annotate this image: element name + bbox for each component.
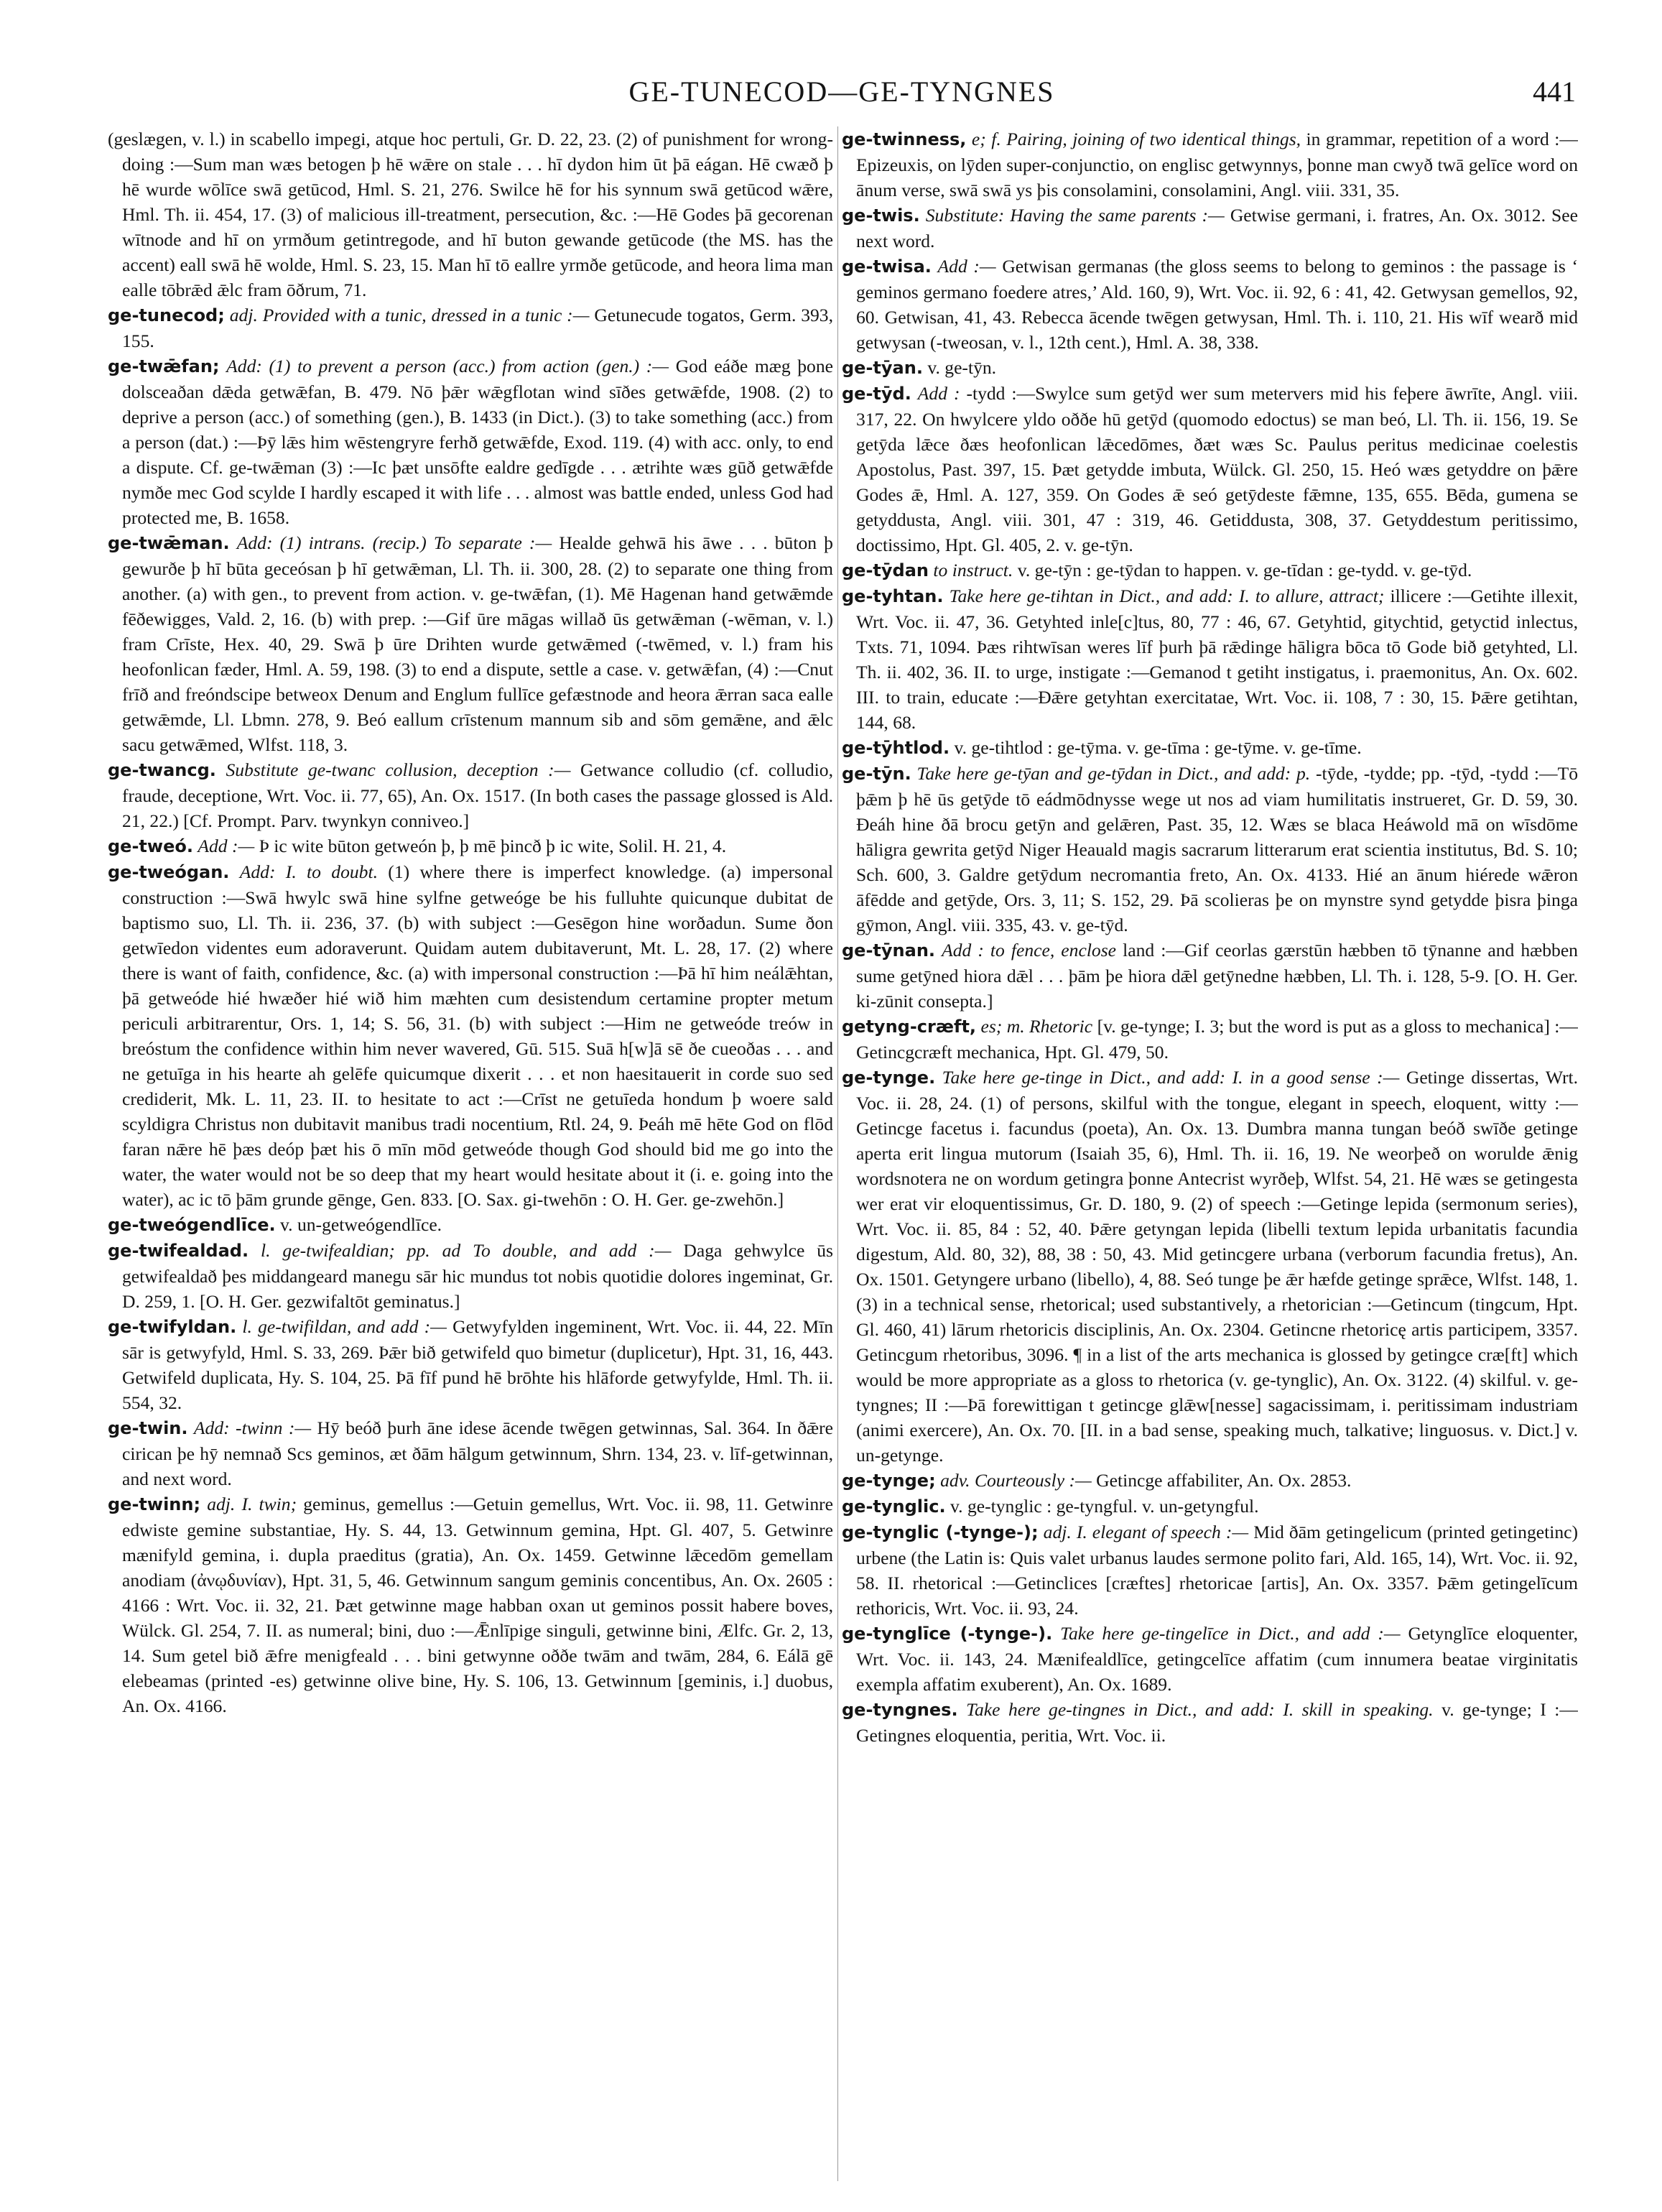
dictionary-entry <box>842 1494 1578 1519</box>
entry-text: illicere :—Getihte illexit, Wrt. Voc. ii. 47, 36. Getyhted inle[c]tus, 80, 77 : 46, 67. Getyhtid, gitychtid, getyctid inlectus, Txts. 71, 1094. Þæs rihtwīsan weres līf þurh þā rǣdinge hāligra bōca tō Gode bið getyhted, Ll. Th. ii. 402, 36. II. to urge, instigate :—Gemanod t getiht instigatus, i. praemonitus, An. Ox. 602. III. to train, educate :—Ðǣre getyhtan exercitatae, Wrt. Voc. ii. 108, 7 : 30, 15. Þǣre getihtan, 144, 68. <box>856 586 1578 733</box>
dictionary-entry <box>108 126 833 302</box>
entry-headword: getyng-cræft, <box>842 1017 977 1037</box>
dictionary-entry <box>108 1314 833 1415</box>
entry-text: in grammar, repetition of a word :—Epizeuxis, on lȳden super-conjunctio, on englisc getwynnys, þonne man cwyð twā gelīce word on ānum verse, swā swā ys þis consolamini, consolamini, Angl. viii. 331, 35. <box>856 129 1578 200</box>
entry-text: Mid ðām getingelicum (printed getingetinc) urbene (the Latin is: Quis valet urbanus laudes sermone polito fari, Ald. 165, 14), Wrt. Voc. ii. 92, 58. II. rhetorical :—Getinclices [cræftes] rhetoricae [artis], An. Ox. 3357. Þǣm getingelīcum rethoricis, Wrt. Voc. ii. 93, 24. <box>856 1522 1578 1619</box>
dictionary-entry <box>842 583 1578 735</box>
entry-text: (geslægen, v. l.) in scabello impegi, atque hoc pertuli, Gr. D. 22, 23. (2) of punishment for wrong-doing :—Sum man wæs betogen þ hē wǣre on stale . . . hī dydon him ūt þā eágan. Hē cwæð þ hē wurde wōlīce swā getūcod, Hml. S. 21, 276. Swilce hē for his synnum swā getūcod wǣre, Hml. Th. ii. 454, 17. (3) of malicious ill-treatment, persecution, &c. :—Hē Godes þā gecorenan wītnode and hī on yrmðum getintregode, and hī buton gewande getūcode (the MS. has the accent) eall swā hē wolde, Hml. S. 23, 15. Man hī tō eallre yrmðe getūcode, and heora lima man ealle tōbrǣd ǣlc fram ōðrum, 71. <box>108 129 833 300</box>
dictionary-entry <box>842 1697 1578 1748</box>
entry-headword: ge-twinness, <box>842 129 967 149</box>
page-title: GE-TUNECOD—GE-TYNGNES <box>628 75 1055 108</box>
dictionary-entry <box>108 530 833 757</box>
dictionary-entry <box>842 1065 1578 1468</box>
dictionary-entry <box>842 1468 1578 1494</box>
dictionary-entry <box>842 761 1578 938</box>
entry-text: Daga gehwylce ūs getwifealdað þes middangeard manegu sār hic mundus tot nobis quotidie dolores ingeminat, Gr. D. 259, 1. [O. H. Ger. gezwifaltōt geminatus.] <box>122 1240 833 1312</box>
entry-definition: Take here ge-tingnes in Dict., and add: I. skill in speaking. <box>966 1699 1434 1720</box>
dictionary-entry <box>108 353 833 530</box>
entry-text: Getinge dissertas, Wrt. Voc. ii. 28, 24. (1) of persons, skilful with the tongue, elegant in speech, eloquent, witty :—Getincge facetus i. facundus (poeta), An. Ox. 13. Dumbra manna tungan beóð swīðe getinge aperta erit lingua mutorum (Isaiah 35, 6), Hml. Th. ii. 16, 19. Ne weorþeð on worulde ǣnig wordsnotera ne on wordum getingra þonne Antecrist wyrðeþ, Wlfst. 54, 21. Hē wæs se getingesta wer erat vir eloquentissimus, Gr. D. 180, 9. (2) of speech :—Getinge lepida (sermonum series), Wrt. Voc. ii. 85, 84 : 52, 40. Þǣre getyngan lepida (libelli textum lepida urbanitatis facundia digestum, Ald. 80, 32), 88, 38 : 50, 43. Mid getincgere urbana (verborum facundia fretus), An. Ox. 1501. Getyngere urbano (libello), 4, 88. Seó tunge þe ǣr hæfde getinge sprǣce, Wlfst. 148, 1. (3) in a technical sense, rhetorical; used substantively, a rhetorician :—Getincum (tingcum, Hpt. Gl. 460, 41) lārum rhetoricis disciplinis, An. Ox. 2304. Getincne rhetoricę artis participem, 3357. Getincgum rhetoribus, 3096. ¶ in a list of the arts mechanica is glossed by getingce cræ[ft] which would be more appropriate as a gloss to rhetorica (v. ge-tynglic), An. Ox. 3122. (4) skilful. v. ge-tyngnes; II :—Þā forewittigan t getincge glǣw[nesse] sagacissimam, i. peritissimam industriam (animi exercere), An. Ox. 70. [II. in a bad sense, speaking much, talkative; linguosus. v. Dict.] v. un-getynge. <box>856 1067 1578 1466</box>
entry-headword: ge-tȳdan <box>842 560 929 580</box>
column-divider <box>837 126 838 2181</box>
entry-headword: ge-tȳn. <box>842 764 911 784</box>
entry-definition: Substitute: Having the same parents :— <box>925 205 1225 226</box>
dictionary-entry <box>108 1212 833 1238</box>
entry-headword: ge-twǣman. <box>108 533 230 553</box>
entry-headword: ge-twancg. <box>108 760 216 780</box>
entry-definition: Take here ge-tihtan in Dict., and add: I. to allure, attract; <box>949 586 1385 606</box>
entry-headword: ge-tweógan. <box>108 862 230 882</box>
entry-definition: Add: (1) intrans. (recip.) To separate :— <box>236 532 552 553</box>
entry-headword: ge-twǣfan; <box>108 356 220 376</box>
entry-definition: l. ge-twifildan, and add :— <box>242 1316 447 1337</box>
entry-headword: ge-tynglic. <box>842 1496 946 1517</box>
entry-headword: ge-tweó. <box>108 836 193 856</box>
entry-headword: ge-twinn; <box>108 1494 201 1514</box>
entry-headword: ge-tȳnan. <box>842 940 936 961</box>
dictionary-entry <box>108 1415 833 1491</box>
entry-headword: ge-twifealdad. <box>108 1241 249 1261</box>
entry-definition: Add : to fence, enclose <box>942 940 1117 961</box>
dictionary-entry <box>108 1491 833 1718</box>
entry-text: Getwyfylden ingeminent, Wrt. Voc. ii. 44, 22. Mīn sār is getwyfyld, Hml. S. 33, 269. Þǣr bið getwifeld quo bimetur (duplicetur), Hpt. 31, 16, 443. Getwifeld duplicata, Hy. S. 104, 25. Þā fīf pund hē brōhte his hlāforde getwyfylde, Hml. Th. ii. 554, 32. <box>122 1316 833 1413</box>
entry-headword: ge-tȳhtlod. <box>842 738 950 758</box>
entry-definition: Take here ge-tinge in Dict., and add: I. in a good sense :— <box>942 1067 1400 1088</box>
dictionary-entry <box>842 355 1578 381</box>
entry-definition: Add: I. to doubt. <box>239 861 378 882</box>
entry-headword: ge-tynglīce (-tynge-). <box>842 1624 1053 1644</box>
entry-definition: Add :— <box>198 836 255 856</box>
entry-text: Getunecude togatos, Germ. 393, 155. <box>122 305 833 351</box>
dictionary-entry <box>108 859 833 1212</box>
entry-text: -tydd :—Swylce sum getȳd wer sum metervers mid his feþere āwrīte, Angl. viii. 317, 22. On hwylcere yldo oððe hū getȳd (quomodo edoctus) se man beó, Ll. Th. ii. 156, 19. Se getȳda lǣce ðæs heofonlican lǣcedōmes, ðæt wæs Sc. Paulus peritus medicinae coelestis Apostolus, Past. 397, 15. Þæt getydde imbuta, Wülck. Gl. 250, 15. Heó wæs getyddre on þǣre Godes ǣ, Hml. A. 127, 359. On Godes ǣ seó getȳdeste fǣmne, 135, 655. Bēda, gumena se getyddusta, Angl. viii. 301, 47 : 319, 46. Getiddusta, 308, 37. Getyddestum peritissimo, doctissimo, Hpt. Gl. 405, 2. v. ge-tȳn. <box>856 383 1578 555</box>
entry-headword: ge-tynge; <box>842 1471 936 1491</box>
entry-text: Getwise germani, i. fratres, An. Ox. 3012. See next word. <box>856 205 1578 251</box>
dictionary-entry <box>842 735 1578 761</box>
entry-definition: Take here ge-tingelīce in Dict., and add :— <box>1060 1623 1401 1644</box>
entry-headword: ge-tynglic (-tynge-); <box>842 1522 1039 1542</box>
entry-text: Getincge affabiliter, An. Ox. 2853. <box>1096 1470 1352 1491</box>
entry-definition: adj. I. elegant of speech :— <box>1043 1522 1249 1542</box>
entry-headword: ge-tynge. <box>842 1068 936 1088</box>
entry-text: Getwance colludio (cf. colludio, fraude, deceptione, Wrt. Voc. ii. 77, 65), An. Ox. 1517. (In both cases the passage glossed is Ald. 21, 22.) [Cf. Prompt. Parv. twynkyn conniveo.] <box>122 759 833 831</box>
dictionary-entry <box>108 757 833 833</box>
entry-definition: Add: (1) to prevent a person (acc.) from action (gen.) :— <box>226 356 669 376</box>
entry-headword: ge-tyngnes. <box>842 1700 958 1720</box>
entry-text: v. ge-tȳn : ge-tȳdan to happen. v. ge-tīdan : ge-tydd. v. ge-tȳd. <box>1017 560 1472 580</box>
entry-headword: ge-twisa. <box>842 256 932 277</box>
entry-text: Healde gehwā his āwe . . . būton þ gewurðe þ hī būta geceósan þ hī getwǣman, Ll. Th. ii. 300, 28. (2) to separate one thing from another. (a) with gen., to prevent from action. v. ge-twǣfan, (1). Mē Hagenan hand getwǣmde fēðewigges, Vald. 2, 16. (b) with prep. :—Gif ūre māgas willað ūs getwǣman (-wēman, v. l.) fram Crīste, Hex. 40, 29. Swā þ ūre Drihten wurde getwǣmed (-twēmed, v. l.) fram his heofonlican fæder, Hml. A. 59, 198. (3) to end a dispute, settle a case. v. getwǣfan, (4) :—Cnut frīð and freóndscipe betweox Denum and Englum fullīce gefæstnode and heora ǣrran saca ealle getwǣmde, Ll. Lbmn. 278, 9. Beó eallum crīstenum mannum sib and sōm gemǣne, and ǣlc sacu getwǣmed, Wlfst. 118, 3. <box>122 532 833 755</box>
entry-text: Getynglīce eloquenter, Wrt. Voc. ii. 143, 24. Mænifealdlīce, getingcelīce affatim (cum innumera beatae virginitatis exempla affatim exuberent), An. Ox. 1689. <box>856 1623 1578 1695</box>
entry-text: geminus, gemellus :—Getuin gemellus, Wrt. Voc. ii. 98, 11. Getwinre edwiste gemine substantiae, Hy. S. 44, 13. Getwinnum gemina, Hpt. Gl. 407, 5. Getwinre mænifyld gemina, i. dupla praeditus (gratia), An. Ox. 1459. Getwinne lǣcedōm gemellam anodiam (ἀνῳδυνίαν), Hpt. 31, 5, 46. Getwinnum sangum geminis concentibus, An. Ox. 2605 : 4166 : Wrt. Voc. ii. 32, 21. Þæt getwinne mage habban oxan ut geminos possit habere boves, Wülck. Gl. 254, 7. II. as numeral; bini, duo :—Ǣnlīpige singuli, getwinne bini, Ælfc. Gr. 2, 13, 14. Sum getel bið ǣfre menigfeald . . . bini getwynne oððe twām and twām, 284, 6. Eálā gē elebeamas (printed -es) getwinne olive bine, Hy. S. 106, 13. Getwinnum [geminis, i.] duobus, An. Ox. 4166. <box>122 1494 833 1716</box>
entry-definition: Add: -twinn :— <box>193 1417 312 1438</box>
left-column <box>108 126 833 2181</box>
page-header <box>108 75 1576 111</box>
entry-definition: Add :— <box>937 256 996 277</box>
entry-text: Getwisan germanas (the gloss seems to belong to geminos : the passage is ‘ geminos germano foedere atres,’ Ald. 160, 9), Wrt. Voc. ii. 92, 6 : 41, 42. Getwysan gemellos, 92, 60. Getwisan, 41, 43. Rebecca ācende twēgen getwysan, Hml. Th. i. 110, 21. His wīf wearð mid getwysan (-tweosan, v. l., 12th cent.), Hml. A. 38, 338. <box>856 256 1578 353</box>
entry-text: (1) where there is imperfect knowledge. (a) impersonal construction :—Swā hwylc swā hine sylfne getweóge be his fulluhte quicunque dubitat de baptismo suo, Ll. Th. ii. 236, 37. (b) with subject :—Gesēgon hine worðadun. Sume ðon getwīedon videntes eum adoraverunt. Quidam autem dubitaverunt, Mt. L. 28, 17. (2) where there is want of faith, confidence, &c. (a) with impersonal construction :—Þā hī him neálǣhtan, þā getweóde hié hwæðer hié wið him mæhten cum desistendum certamine propter metum periculi arbitrarentur, Ors. 1, 14; S. 56, 31. (b) with subject :—Him ne getweóde treów in breóstum the confidence within him never wavered, Gū. 515. Suā h[w]ā sē ðe cueoðas . . . and ne getuīga in his hearte ah gelēfe quicumque dixerit . . . et non haesitauerit in corde suo sed crediderit, Mk. L. 11, 23. II. to hesitate to act :—Crīst ne getuīeda hondum þ woere sald scyldigra Christus non dubitavit manibus tradi nocentium, Rtl. 24, 9. Þeáh mē hēte God on flōd faran nǣre hē þæs deóp þæt his ō mīn mōd getweóde though God should bid me go into the water, the water would not be so deep that my heart would hesitate about it (i. e. going into the water), ac ic tō þām grunde gēnge, Gen. 833. [O. Sax. gi-twehōn : O. H. Ger. ge-zwehōn.] <box>122 861 833 1210</box>
entry-definition: Add : <box>917 383 960 404</box>
right-column <box>842 126 1578 2181</box>
entry-text: [v. ge-tynge; I. 3; but the word is put as a gloss to mechanica] :—Getincgcræft mechanica, Hpt. Gl. 479, 50. <box>856 1016 1578 1063</box>
dictionary-entry <box>842 254 1578 355</box>
entry-definition: Substitute ge-twanc collusion, deception :— <box>226 759 571 780</box>
entry-headword: ge-tyhtan. <box>842 586 944 606</box>
dictionary-entry <box>842 938 1578 1014</box>
entry-definition: adj. Provided with a tunic, dressed in a tunic :— <box>229 305 590 325</box>
entry-text: v. ge-tynglic : ge-tyngful. v. un-getyngful. <box>950 1496 1259 1517</box>
entry-text: v. ge-tȳn. <box>927 357 997 378</box>
entry-text: -tȳde, -tydde; pp. -tȳd, -tydd :—Tō þǣm þ hē ūs getȳde tō eádmōdnysse wege ut nos ad viam humilitatis instrueret, Gr. D. 59, 30. Ðeáh hine ðā brocu getȳn and gelǣren, Past. 35, 12. Wæs se blaca Heáwold mā on wīsdōme hāligra gewrita getȳd Niger Heauald magis sacrarum litterarum erat scientia institutus, Bd. S. 10; Sch. 600, 3. Galdre getȳdum necromantia freto, An. Ox. 4133. Hié an ānum hiérede wǣron āfēdde and getȳde, Ors. 3, 11; S. 152, 29. Þā scolieras þe on mynstre synd getydde þisra þinga gȳmon, Angl. viii. 335, 43. v. ge-tȳd. <box>856 763 1578 935</box>
entry-definition: adv. Courteously :— <box>940 1470 1092 1491</box>
entry-text: Hȳ beóð þurh āne idese ācende twēgen getwinnas, Sal. 364. In ðǣre cirican þe hȳ nemnað Scs geminos, æt ðām hālgum getwinnum, Shrn. 134, 23. v. līf-getwinnan, and next word. <box>122 1417 833 1489</box>
dictionary-entry <box>842 557 1578 583</box>
entry-definition: Take here ge-tȳan and ge-tȳdan in Dict., and add: p. <box>916 763 1311 784</box>
page-number: 441 <box>1533 75 1576 108</box>
dictionary-entry <box>842 1519 1578 1621</box>
entry-headword: ge-tȳan. <box>842 358 923 378</box>
entry-text: land :—Gif ceorlas gærstūn hæbben tō tȳnanne and hæbben sume getȳned hiora dǣl . . . þām þe hiora dǣl getȳnedne hæbben, Ll. Th. i. 128, 5-9. [O. H. Ger. ki-zūnit consepta.] <box>856 940 1578 1012</box>
entry-definition: adj. I. twin; <box>207 1494 297 1514</box>
entry-headword: ge-tȳd. <box>842 384 911 404</box>
dictionary-entry <box>108 833 833 859</box>
dictionary-entry <box>842 1621 1578 1697</box>
dictionary-entry <box>108 302 833 353</box>
entry-definition: es; m. Rhetoric <box>980 1016 1093 1037</box>
entry-text: God eáðe mæg þone dolsceaðan dǣda getwǣfan, B. 479. Nō þǣr wǣgflotan wind sīðes getwǣfde, 1908. (2) to deprive a person (acc.) of something (gen.), B. 1433 (in Dict.). (3) to take something (acc.) from a person (dat.) :—Þȳ lǣs him wēstengryre ferhð getwǣfde, Exod. 119. (4) with acc. only, to end a dispute. Cf. ge-twǣman (3) :—Ic þæt unsōfte ealdre gedīgde . . . ætrihte wæs gūð getwǣfde nymðe mec God scylde I hardly escaped it with life . . . almost was battle ended, unless God had protected me, B. 1658. <box>122 356 833 528</box>
dictionary-entry <box>108 1238 833 1314</box>
dictionary-entry <box>842 1014 1578 1065</box>
entry-definition: l. ge-twifealdian; pp. ad To double, and add :— <box>261 1240 672 1261</box>
entry-headword: ge-tweógendlīce. <box>108 1215 276 1235</box>
entry-text: Þ ic wite būton getweón þ, þ mē þincð þ ic wite, Solil. H. 21, 4. <box>259 836 727 856</box>
entry-definition: e; f. Pairing, joining of two identical things, <box>971 129 1301 149</box>
entry-headword: ge-twis. <box>842 205 920 226</box>
entry-headword: ge-tunecod; <box>108 305 225 325</box>
dictionary-entry <box>842 126 1578 203</box>
entry-headword: ge-twin. <box>108 1418 188 1438</box>
entry-text: v. ge-tihtlod : ge-tȳma. v. ge-tīma : ge-tȳme. v. ge-tīme. <box>954 737 1362 758</box>
entry-text: v. ge-tynge; I :—Getingnes eloquentia, peritia, Wrt. Voc. ii. <box>856 1699 1578 1746</box>
entry-text: v. un-getweógendlīce. <box>280 1214 442 1235</box>
dictionary-entry <box>842 203 1578 254</box>
dictionary-entry <box>842 381 1578 557</box>
entry-definition: to instruct. <box>933 560 1013 580</box>
entry-headword: ge-twifyldan. <box>108 1317 237 1337</box>
